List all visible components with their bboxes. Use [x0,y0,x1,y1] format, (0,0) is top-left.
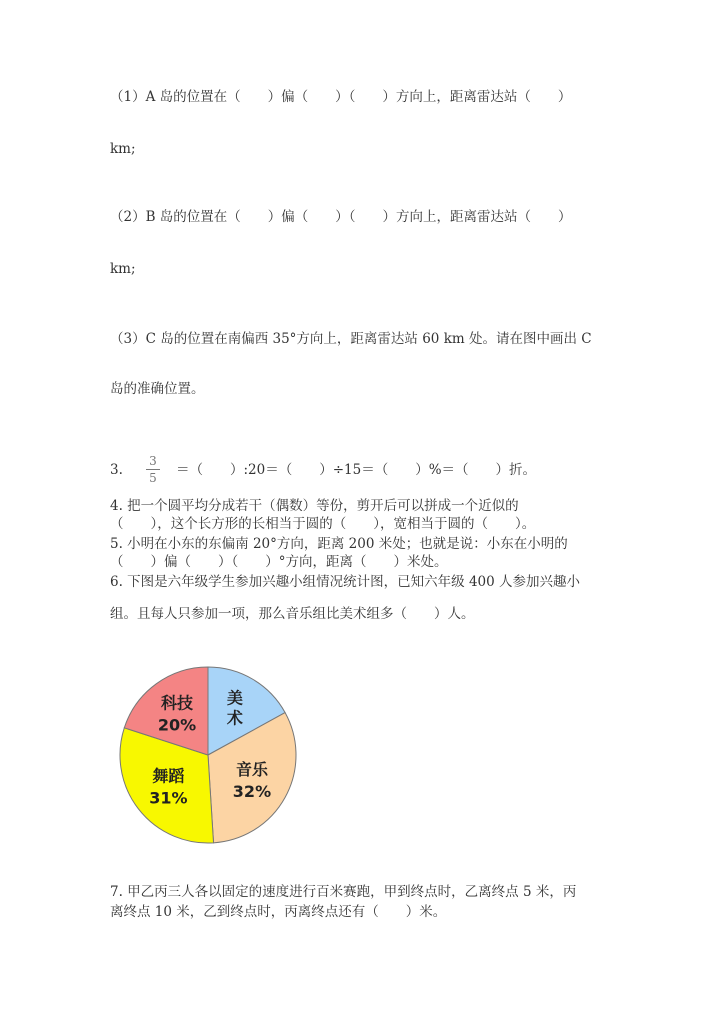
q2-3-line-a: （3）C 岛的位置在南偏西 35°方向上，距离雷达站 60 km 处。请在图中画出 C [110,331,592,347]
pie-slice-name-0: 美 [226,688,243,708]
q6-line-b: 组。且每人只参加一项，那么音乐组比美术组多（ ）人。 [110,606,475,622]
q3-fraction-numerator: 3 [149,454,157,468]
pie-slice-name-1: 音乐 [235,760,268,780]
q2-2-line-b: km; [110,261,136,277]
q2-1-line-b: km; [110,141,136,157]
pie-chart [108,655,308,855]
q2-3-line-b: 岛的准确位置。 [110,381,205,397]
pie-slice-percent-3: 20% [157,715,197,735]
pie-slice-name-0-char-1: 术 [226,708,243,728]
q4-line-a: 4. 把一个圆平均分成若干（偶数）等份，剪开后可以拼成一个近似的 [110,498,519,514]
q5-line-a: 5. 小明在小东的东偏南 20°方向，距离 200 米处；也就是说：小东在小明的 [110,536,568,552]
q3-fraction-bar [146,469,160,470]
pie-chart-svg [108,655,308,855]
q7-line-b: 离终点 10 米，乙到终点时，丙离终点还有（ ）米。 [110,904,447,920]
q3-fraction [146,454,160,485]
q3-number: 3. [110,462,123,478]
pie-slice-name-3: 科技 [160,693,193,713]
q3-text: ＝（ ）:20＝（ ）÷15＝（ ）%＝（ ）折。 [176,462,537,478]
q6-line-a: 6. 下图是六年级学生参加兴趣小组情况统计图，已知六年级 400 人参加兴趣小 [110,574,581,590]
pie-slice-percent-1: 32% [232,782,272,802]
q2-1-line-a: （1）A 岛的位置在（ ）偏（ ）（ ）方向上，距离雷达站（ ） [110,89,572,105]
pie-slice-percent-2: 31% [149,788,188,808]
q4-line-b: （ ），这个长方形的长相当于圆的（ ），宽相当于圆的（ ）。 [110,516,536,532]
q3-fraction-denominator: 5 [149,471,157,485]
pie-slice-name-2: 舞蹈 [152,766,185,786]
q2-2-line-a: （2）B 岛的位置在（ ）偏（ ）（ ）方向上，距离雷达站（ ） [110,209,572,225]
q5-line-b: （ ）偏（ ）（ ）°方向，距离（ ）米处。 [110,554,448,570]
q7-line-a: 7. 甲乙丙三人各以固定的速度进行百米赛跑，甲到终点时，乙离终点 5 米，丙 [110,884,577,900]
